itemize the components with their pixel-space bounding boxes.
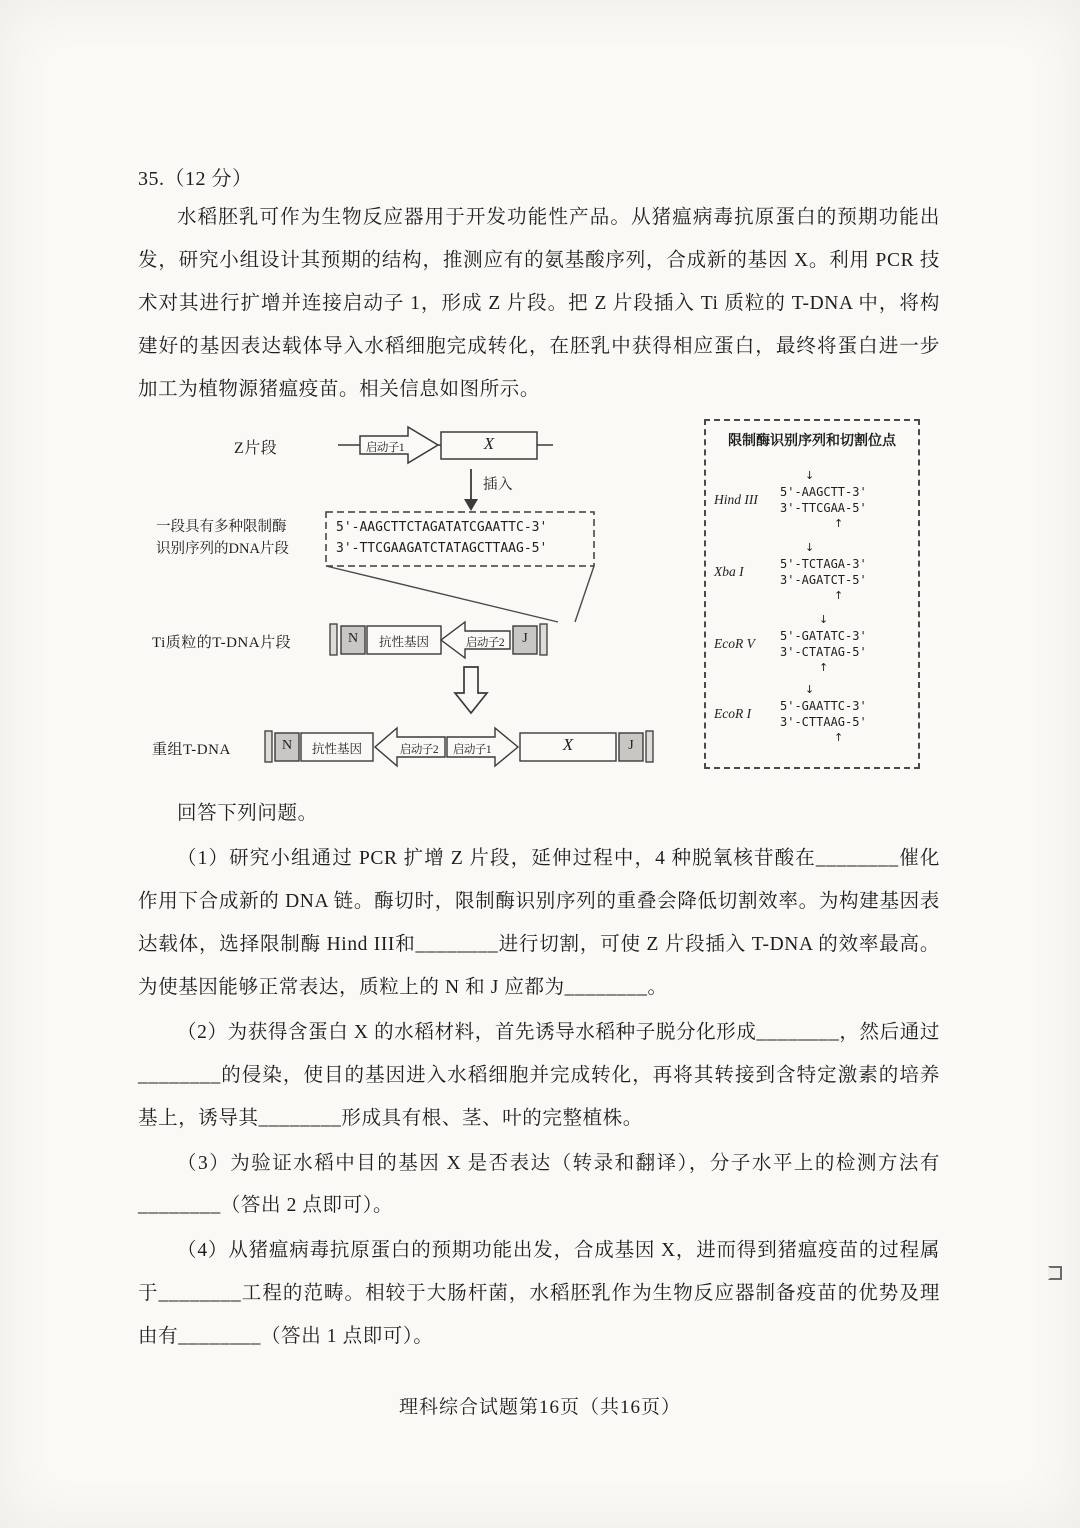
dna-fragment-label-line1: 一段具有多种限制酶 xyxy=(156,519,287,536)
insert-label: 插入 xyxy=(483,477,513,494)
recomb-n-label: N xyxy=(281,738,293,754)
question-number: 35.（12 分） xyxy=(138,168,253,190)
enzyme-panel-title: 限制酶识别序列和切割位点 xyxy=(728,434,896,450)
dna-fragment-sequences xyxy=(336,518,547,560)
sequence-top: 5'-TCTAGA-3' xyxy=(780,557,867,572)
promoter1-label: 启动子1 xyxy=(365,442,405,455)
figure-diagram xyxy=(138,415,940,787)
sequence-bottom: 3'-CTTAAG-5' xyxy=(780,715,867,730)
z-fragment-label: Z片段 xyxy=(234,440,278,458)
enzyme-sequences xyxy=(780,543,867,601)
funnel-line-left xyxy=(326,566,558,622)
question-2: （2）为获得含蛋白 X 的水稻材料，首先诱导水稻种子脱分化形成________，然后通过________的侵染，使目的基因进入水稻细胞并完成转化，再将其转接到含特定激素的培养基上，诱导其________形成具有根、茎、叶的完整植株。 xyxy=(138,1021,940,1129)
cut-site-down-arrow-icon: ↓ xyxy=(805,683,815,697)
recomb-promoter1-label: 启动子1 xyxy=(452,744,492,757)
n-box-label: N xyxy=(347,631,359,647)
j-box-label: J xyxy=(522,631,528,647)
recombinant-tdna-label: 重组T-DNA xyxy=(152,742,231,759)
enzyme-sequences xyxy=(780,685,867,743)
cut-site-down-arrow-icon: ↓ xyxy=(805,541,815,555)
question-3: （3）为验证水稻中目的基因 X 是否表达（转录和翻译），分子水平上的检测方法有________（答出 2 点即可）。 xyxy=(138,1152,940,1217)
cut-site-up-arrow-icon: ↑ xyxy=(834,516,844,530)
enzyme-panel xyxy=(704,419,920,769)
enzyme-sequences xyxy=(780,615,867,673)
enzyme-row-ecorv xyxy=(714,615,914,673)
enzyme-name: EcoR V xyxy=(714,636,755,652)
recomb-right-border xyxy=(646,731,653,762)
funnel-line-right xyxy=(575,566,594,622)
enzyme-name: Hind III xyxy=(714,492,758,508)
question-1: （1）研究小组通过 PCR 扩增 Z 片段，延伸过程中，4 种脱氧核苷酸在________催化作用下合成新的 DNA 链。酶切时，限制酶识别序列的重叠会降低切割效率。为构建基因表达载体，选择限制酶 Hind III和________进行切割，可使 Z 片段插入 T-DNA 的效率最高。为使基因能够正常表达，质粒上的 N 和 J 应都为________。 xyxy=(138,848,940,999)
sequence-top: 5'-GATATC-3' xyxy=(780,629,867,644)
recomb-left-border xyxy=(265,731,272,762)
enzyme-row-hindiii xyxy=(714,471,914,529)
enzyme-row-ecori xyxy=(714,685,914,743)
question-4: （4）从猪瘟病毒抗原蛋白的预期功能出发，合成基因 X，进而得到猪瘟疫苗的过程属于________工程的范畴。相较于大肠杆菌，水稻胚乳作为生物反应器制备疫苗的优势及理由有________（答出 1 点即可）。 xyxy=(138,1240,940,1348)
recomb-gene-x-label: X xyxy=(562,735,574,755)
promoter2-label: 启动子2 xyxy=(465,637,505,650)
insert-arrowhead xyxy=(464,499,478,511)
cut-site-up-arrow-icon: ↑ xyxy=(834,588,844,602)
sequence-bottom: 3'-AGATCT-5' xyxy=(780,573,867,588)
recomb-promoter2-label: 启动子2 xyxy=(399,744,439,757)
ti-tdna-label: Ti质粒的T-DNA片段 xyxy=(152,635,292,652)
dna-sequence-bottom: 3'-TTCGAAGATCTATAGCTTAAG-5' xyxy=(336,541,548,557)
recomb-resistance-gene-label: 抗性基因 xyxy=(311,742,362,757)
sequence-top: 5'-GAATTC-3' xyxy=(780,699,867,714)
scan-artifact xyxy=(1048,1266,1062,1280)
gene-x-label: X xyxy=(483,434,495,454)
enzyme-row-xbai xyxy=(714,543,914,601)
tdna-left-border xyxy=(330,624,337,655)
sequence-top: 5'-AAGCTT-3' xyxy=(780,485,867,500)
cut-site-down-arrow-icon: ↓ xyxy=(805,469,815,483)
cut-site-up-arrow-icon: ↑ xyxy=(834,730,844,744)
recomb-j-label: J xyxy=(628,738,634,754)
dna-fragment-label-line2: 识别序列的DNA片段 xyxy=(156,541,289,558)
dna-fragment-label xyxy=(156,517,289,561)
cut-site-up-arrow-icon: ↑ xyxy=(819,660,829,674)
intro-paragraph: 水稻胚乳可作为生物反应器用于开发功能性产品。从猪瘟病毒抗原蛋白的预期功能出发，研究小组设计其预期的结构，推测应有的氨基酸序列，合成新的基因 X。利用 PCR 技术对其进行扩增并连接启动子 1，形成 Z 片段。把 Z 片段插入 Ti 质粒的 T-DNA 中，将构建好的基因表达载体导入水稻细胞完成转化，在胚乳中获得相应蛋白，最终将蛋白进一步加工为植物源猪瘟疫苗。相关信息如图所示。 xyxy=(138,207,940,400)
tdna-right-border xyxy=(540,624,547,655)
cut-site-down-arrow-icon: ↓ xyxy=(819,613,829,627)
enzyme-name: Xba I xyxy=(714,564,744,580)
enzyme-name: EcoR I xyxy=(714,706,752,722)
sequence-bottom: 3'-CTATAG-5' xyxy=(780,645,867,660)
sequence-bottom: 3'-TTCGAA-5' xyxy=(780,501,867,516)
page-footer: 理科综合试题第16页（共16页） xyxy=(398,1397,681,1418)
resistance-gene-label: 抗性基因 xyxy=(378,635,429,650)
enzyme-sequences xyxy=(780,471,867,529)
transform-arrow xyxy=(455,667,487,713)
dna-sequence-top: 5'-AAGCTTCTAGATATCGAATTC-3' xyxy=(336,520,548,536)
answer-prompt: 回答下列问题。 xyxy=(177,803,318,825)
